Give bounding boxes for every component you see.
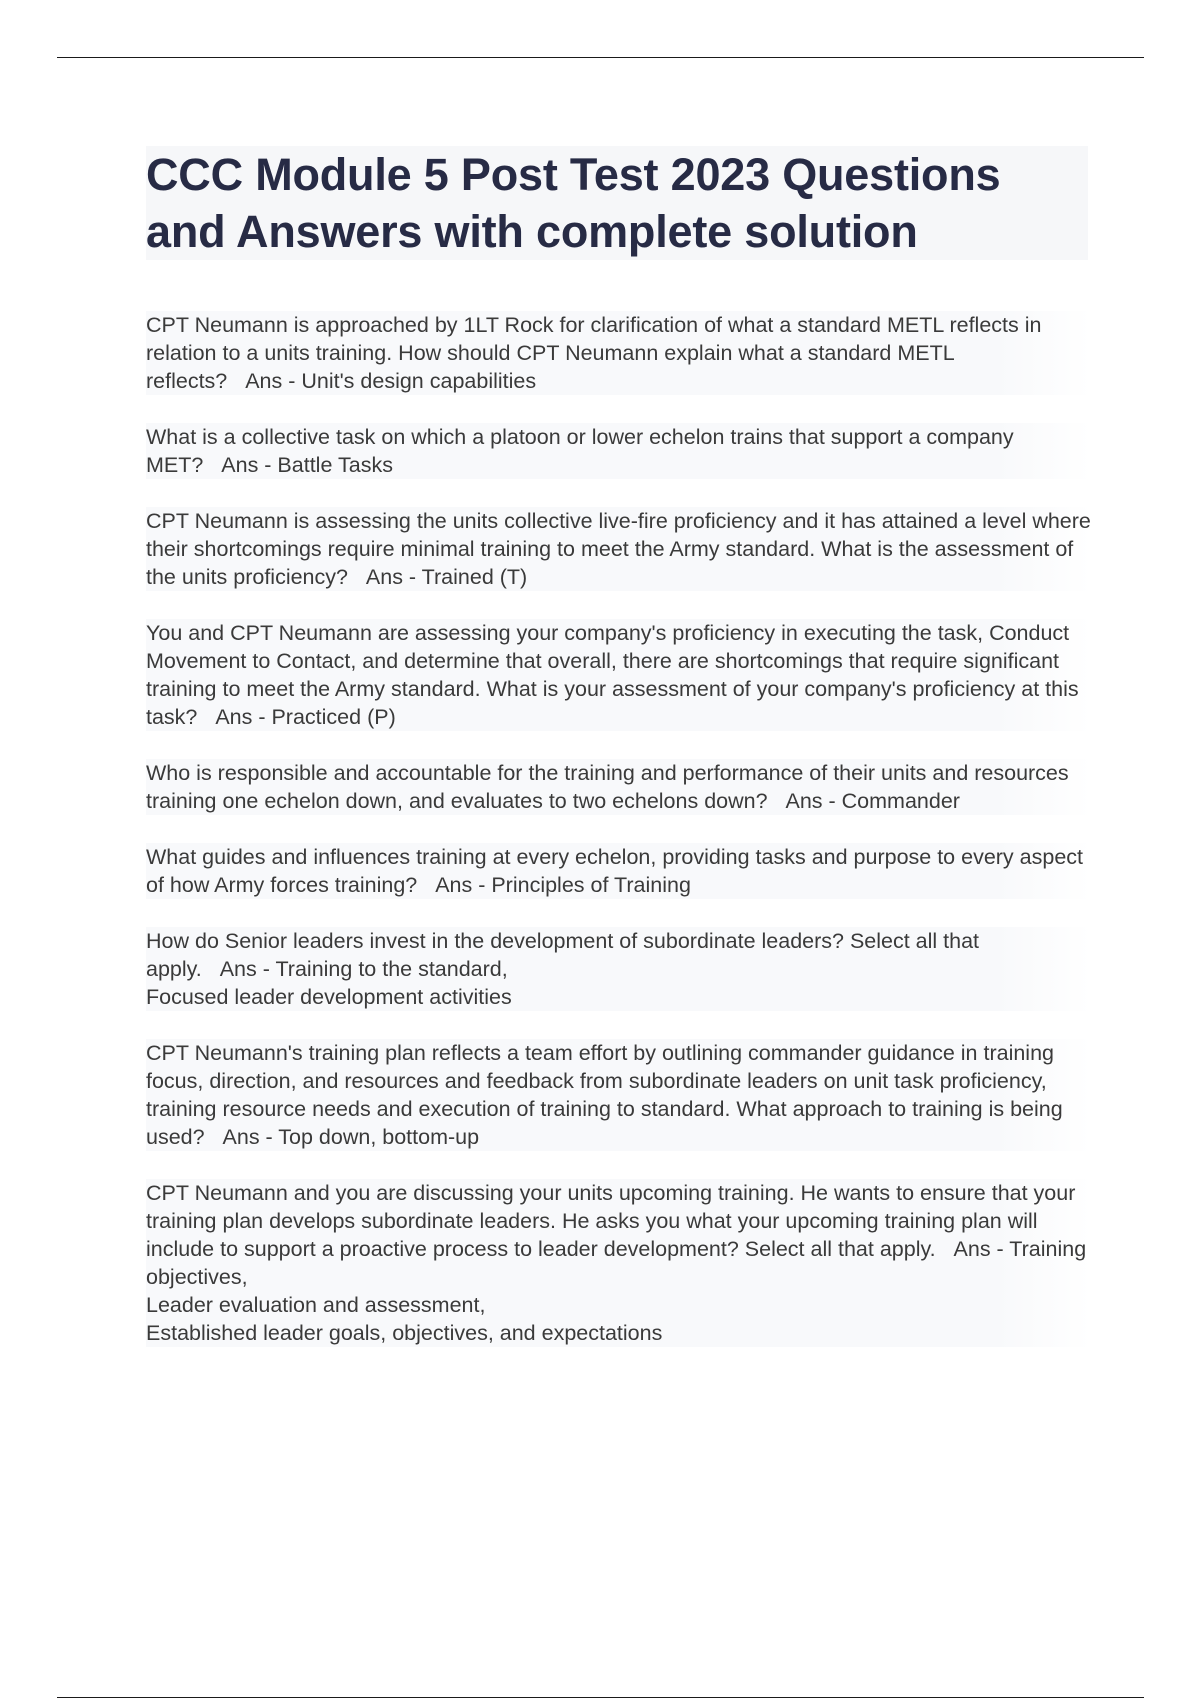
answer-prefix: Ans - (435, 873, 492, 897)
qa-item (146, 759, 1091, 815)
title-block (146, 146, 1088, 260)
answer-prefix: Ans - (953, 1237, 1010, 1261)
qa-item (146, 423, 1091, 479)
answer-prefix: Ans - (365, 565, 422, 589)
answer-prefix: Ans - (245, 369, 302, 393)
qa-list (146, 311, 1091, 1375)
qa-item (146, 927, 1091, 1011)
qa-item (146, 1039, 1091, 1151)
qa-item (146, 311, 1091, 395)
qa-item (146, 619, 1091, 731)
question-text: What is a collective task on which a platoon or lower echelon trains that support a company MET? (146, 425, 1014, 477)
question-text: Who is responsible and accountable for the training and performance of their units and resources training one echelon down, and evaluates to two echelons down? (146, 761, 1069, 813)
answer-prefix: Ans - (221, 453, 278, 477)
answer-prefix: Ans - (219, 957, 276, 981)
answer-text: Practiced (P) (271, 705, 396, 729)
question-text: CPT Neumann's training plan reflects a team effort by outlining commander guidance in training focus, direction, and resources and feedback from subordinate leaders on unit task proficiency, training resource needs and execution of training to standard. What approach to training is being used? (146, 1041, 1063, 1149)
answer-text: Battle Tasks (277, 453, 393, 477)
bottom-divider (57, 1697, 1144, 1698)
answer-text: Unit's design capabilities (301, 369, 537, 393)
qa-item (146, 1179, 1091, 1347)
answer-prefix: Ans - (785, 789, 842, 813)
answer-prefix: Ans - (215, 705, 272, 729)
page-title: CCC Module 5 Post Test 2023 Questions and Answers with complete solution (146, 149, 1001, 257)
question-text: CPT Neumann is approached by 1LT Rock for clarification of what a standard METL reflects in relation to a units training. How should CPT Neumann explain what a standard METL reflects? (146, 313, 1042, 393)
top-divider (57, 57, 1144, 58)
question-text: CPT Neumann and you are discussing your units upcoming training. He wants to ensure that your training plan develops subordinate leaders. He asks you what your upcoming training plan will include to support a proactive process to leader development? Select all that apply. (146, 1181, 1076, 1261)
answer-text: Trained (T) (421, 565, 528, 589)
question-text: You and CPT Neumann are assessing your company's proficiency in executing the task, Conduct Movement to Contact, and determine that overall, there are shortcomings that require significant training to meet the Army standard. What is your assessment of your company's proficiency at this task? (146, 621, 1079, 729)
question-text: How do Senior leaders invest in the development of subordinate leaders? Select all that apply. (146, 929, 980, 981)
question-text: CPT Neumann is assessing the units collective live-fire proficiency and it has attained a level where their shortcomings require minimal training to meet the Army standard. What is the assessment of the units proficiency? (146, 509, 1091, 589)
question-text: What guides and influences training at every echelon, providing tasks and purpose to every aspect of how Army forces training? (146, 845, 1084, 897)
answer-text: Training to the standard, Focused leader development activities (146, 957, 512, 1009)
answer-text: Training objectives, Leader evaluation and assessment, Established leader goals, objectives, and expectations (146, 1237, 1087, 1345)
answer-text: Principles of Training (491, 873, 691, 897)
answer-text: Commander (841, 789, 960, 813)
answer-prefix: Ans - (222, 1125, 279, 1149)
qa-item (146, 843, 1091, 899)
answer-text: Top down, bottom-up (278, 1125, 480, 1149)
qa-item (146, 507, 1091, 591)
